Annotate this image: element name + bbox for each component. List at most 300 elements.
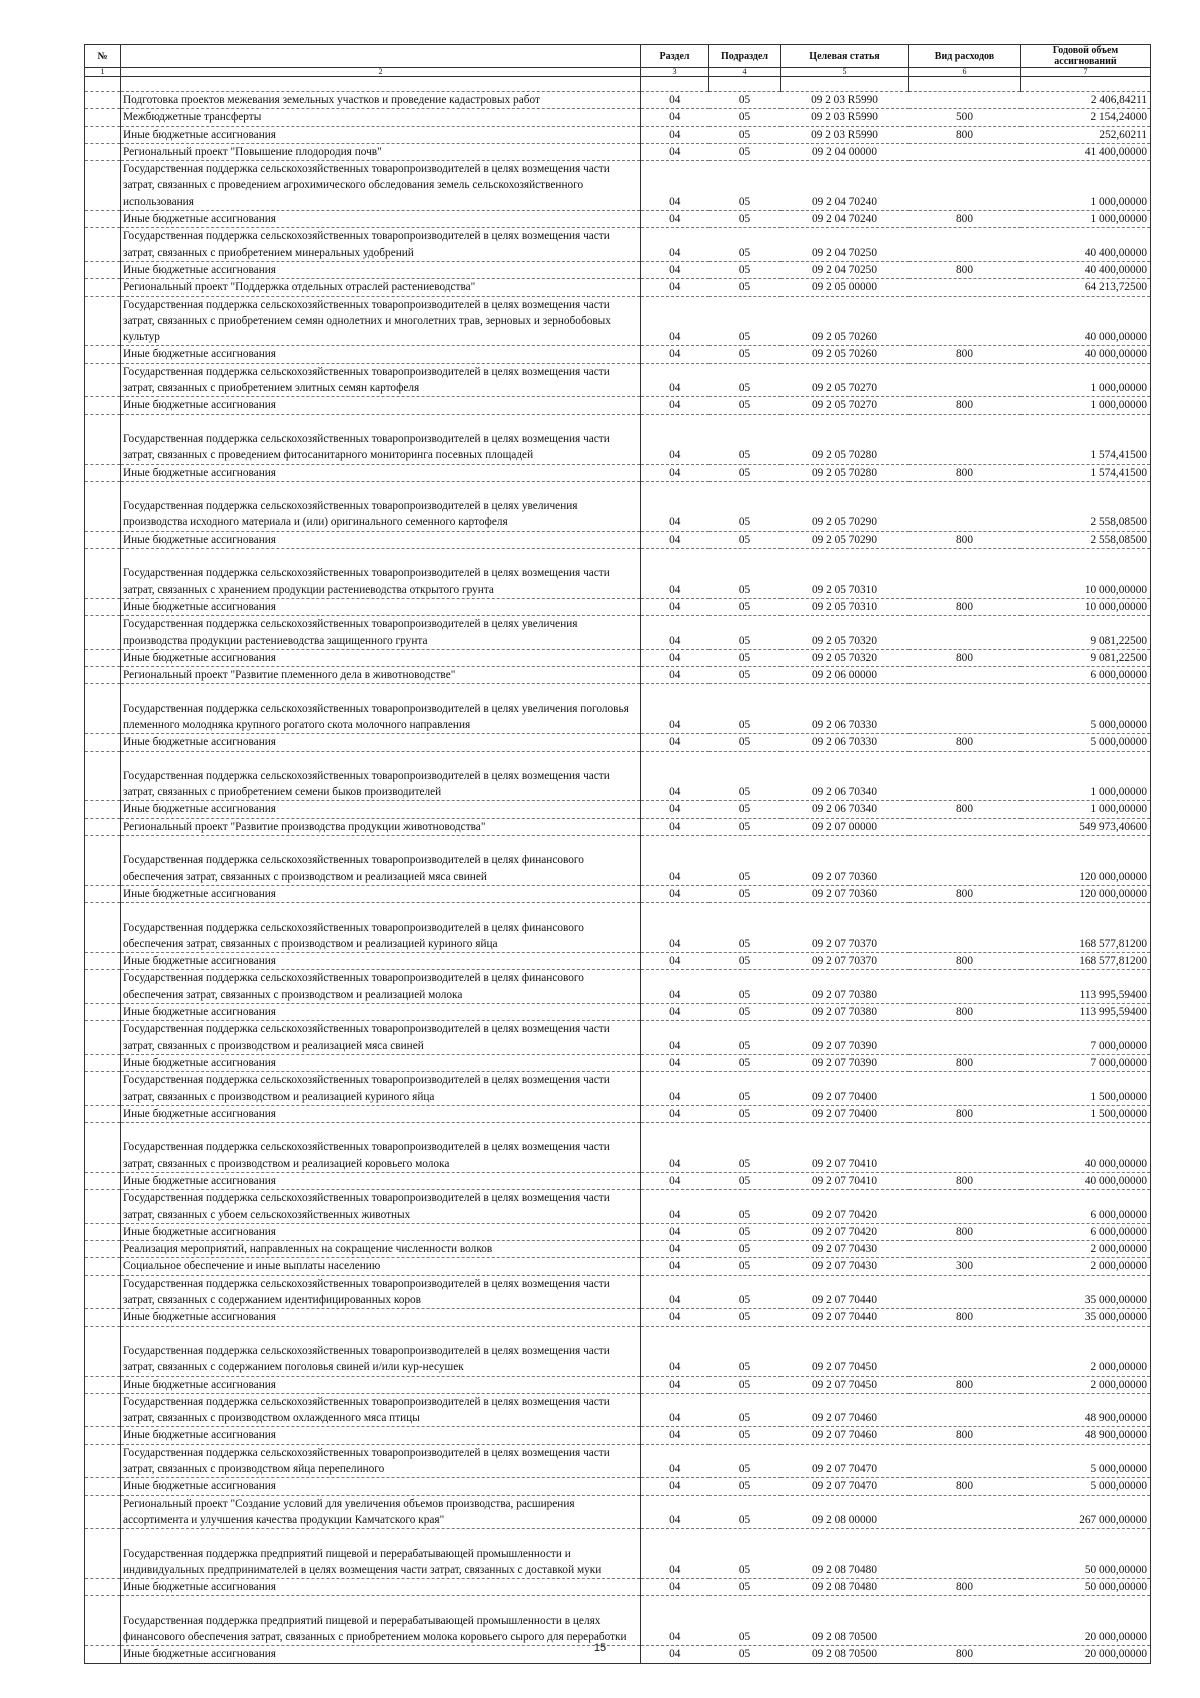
row-number-cell	[85, 126, 121, 143]
row-expense-type	[909, 684, 1021, 734]
row-razdel: 04	[641, 818, 709, 835]
row-description: Государственная поддержка предприятий пищевой и перерабатывающей промышленности в целях финансового обеспечения затрат, связанных с приобретением молока коровьего сырого для переработки	[121, 1596, 641, 1646]
row-expense-type: 300	[909, 1258, 1021, 1275]
table-row	[85, 1021, 1151, 1055]
row-target-article: 09 2 07 70430	[781, 1258, 909, 1275]
row-target-article: 09 2 03 R5990	[781, 126, 909, 143]
row-target-article: 09 2 05 70320	[781, 649, 909, 666]
row-expense-type: 800	[909, 598, 1021, 615]
row-target-article: 09 2 07 00000	[781, 818, 909, 835]
row-expense-type	[909, 228, 1021, 262]
table-row	[85, 1478, 1151, 1495]
row-podrazdel: 05	[709, 970, 781, 1004]
table-row	[85, 903, 1151, 953]
table-row	[85, 1579, 1151, 1596]
row-number-cell	[85, 1258, 121, 1275]
row-description: Иные бюджетные ассигнования	[121, 1173, 641, 1190]
row-description: Государственная поддержка сельскохозяйственных товаропроизводителей в целях возмещения части затрат, связанных с приобретением семени быков производителей	[121, 751, 641, 801]
row-number-cell	[85, 464, 121, 481]
row-description: Иные бюджетные ассигнования	[121, 734, 641, 751]
row-podrazdel: 05	[709, 228, 781, 262]
row-podrazdel: 05	[709, 261, 781, 278]
row-podrazdel: 05	[709, 734, 781, 751]
row-amount: 2 406,84211	[1021, 92, 1151, 109]
row-number-cell	[85, 211, 121, 228]
row-number-cell	[85, 279, 121, 296]
row-expense-type	[909, 1190, 1021, 1224]
row-podrazdel: 05	[709, 598, 781, 615]
row-razdel: 04	[641, 1173, 709, 1190]
row-target-article: 09 2 06 70340	[781, 801, 909, 818]
row-number-cell	[85, 1376, 121, 1393]
column-numbers-row	[85, 68, 1151, 77]
row-razdel: 04	[641, 211, 709, 228]
row-description: Социальное обеспечение и иные выплаты населению	[121, 1258, 641, 1275]
row-razdel: 04	[641, 464, 709, 481]
row-description: Иные бюджетные ассигнования	[121, 211, 641, 228]
row-amount: 267 000,00000	[1021, 1495, 1151, 1529]
row-target-article: 09 2 07 70360	[781, 885, 909, 902]
row-target-article: 09 2 07 70370	[781, 953, 909, 970]
row-number-cell	[85, 649, 121, 666]
row-podrazdel: 05	[709, 1393, 781, 1427]
row-description: Иные бюджетные ассигнования	[121, 1004, 641, 1021]
header-podrazdel: Подраздел	[709, 45, 781, 68]
table-row	[85, 598, 1151, 615]
row-podrazdel: 05	[709, 481, 781, 531]
row-target-article: 09 2 05 70320	[781, 616, 909, 650]
row-number-cell	[85, 1596, 121, 1646]
row-podrazdel: 05	[709, 885, 781, 902]
row-razdel: 04	[641, 126, 709, 143]
row-number-cell	[85, 549, 121, 599]
row-amount: 113 995,59400	[1021, 1004, 1151, 1021]
row-razdel: 04	[641, 109, 709, 126]
row-description: Иные бюджетные ассигнования	[121, 1309, 641, 1326]
row-expense-type	[909, 1529, 1021, 1579]
row-description: Иные бюджетные ассигнования	[121, 801, 641, 818]
row-amount: 1 000,00000	[1021, 751, 1151, 801]
table-row	[85, 109, 1151, 126]
row-number-cell	[85, 751, 121, 801]
row-expense-type: 800	[909, 346, 1021, 363]
row-expense-type	[909, 414, 1021, 464]
header-annual-amount: Годовой объем ассигнований	[1021, 45, 1151, 68]
row-razdel: 04	[641, 1021, 709, 1055]
row-amount: 2 154,24000	[1021, 109, 1151, 126]
table-row	[85, 1054, 1151, 1071]
row-expense-type: 800	[909, 801, 1021, 818]
row-expense-type	[909, 363, 1021, 397]
row-podrazdel: 05	[709, 1444, 781, 1478]
header-razdel: Раздел	[641, 45, 709, 68]
table-row	[85, 836, 1151, 886]
row-target-article: 09 2 07 70400	[781, 1105, 909, 1122]
row-razdel: 04	[641, 1223, 709, 1240]
table-body	[85, 92, 1151, 1664]
row-podrazdel: 05	[709, 836, 781, 886]
row-amount: 40 400,00000	[1021, 228, 1151, 262]
table-row	[85, 1529, 1151, 1579]
row-amount: 7 000,00000	[1021, 1054, 1151, 1071]
table-row	[85, 885, 1151, 902]
row-expense-type: 800	[909, 397, 1021, 414]
row-expense-type: 800	[909, 1223, 1021, 1240]
table-row	[85, 414, 1151, 464]
row-amount: 1 574,41500	[1021, 464, 1151, 481]
row-razdel: 04	[641, 734, 709, 751]
table-row	[85, 970, 1151, 1004]
row-amount: 9 081,22500	[1021, 616, 1151, 650]
row-number-cell	[85, 296, 121, 346]
column-number: 2	[121, 68, 641, 77]
row-description: Государственная поддержка сельскохозяйственных товаропроизводителей в целях возмещения части затрат, связанных с содержанием поголовья свиней и/или кур-несушек	[121, 1326, 641, 1376]
row-expense-type: 800	[909, 953, 1021, 970]
row-podrazdel: 05	[709, 1258, 781, 1275]
row-description: Региональный проект "Развитие племенного дела в животноводстве"	[121, 667, 641, 684]
row-expense-type	[909, 836, 1021, 886]
row-razdel: 04	[641, 1646, 709, 1663]
row-expense-type: 800	[909, 1004, 1021, 1021]
row-target-article: 09 2 07 70390	[781, 1054, 909, 1071]
row-number-cell	[85, 818, 121, 835]
header-expense-type: Вид расходов	[909, 45, 1021, 68]
row-podrazdel: 05	[709, 1427, 781, 1444]
row-target-article: 09 2 07 70470	[781, 1444, 909, 1478]
row-podrazdel: 05	[709, 616, 781, 650]
row-description: Государственная поддержка сельскохозяйственных товаропроизводителей в целях возмещения части затрат, связанных с приобретением семян однолетних и многолетних трав, зерновых и зернобобовых культур	[121, 296, 641, 346]
row-target-article: 09 2 07 70370	[781, 903, 909, 953]
row-target-article: 09 2 07 70460	[781, 1427, 909, 1444]
row-description: Иные бюджетные ассигнования	[121, 1223, 641, 1240]
row-target-article: 09 2 04 70250	[781, 228, 909, 262]
row-amount: 48 900,00000	[1021, 1427, 1151, 1444]
row-razdel: 04	[641, 481, 709, 531]
row-amount: 50 000,00000	[1021, 1579, 1151, 1596]
row-amount: 120 000,00000	[1021, 885, 1151, 902]
row-number-cell	[85, 970, 121, 1004]
table-row	[85, 161, 1151, 211]
row-target-article: 09 2 05 70260	[781, 346, 909, 363]
row-expense-type	[909, 1326, 1021, 1376]
row-description: Иные бюджетные ассигнования	[121, 1646, 641, 1663]
row-number-cell	[85, 1275, 121, 1309]
row-expense-type: 800	[909, 1309, 1021, 1326]
row-razdel: 04	[641, 143, 709, 160]
row-razdel: 04	[641, 1529, 709, 1579]
row-description: Иные бюджетные ассигнования	[121, 1579, 641, 1596]
table-row	[85, 801, 1151, 818]
row-razdel: 04	[641, 1478, 709, 1495]
row-target-article: 09 2 05 70280	[781, 464, 909, 481]
row-podrazdel: 05	[709, 109, 781, 126]
row-description: Региональный проект "Развитие производства продукции животноводства"	[121, 818, 641, 835]
column-number: 7	[1021, 68, 1151, 77]
row-number-cell	[85, 1444, 121, 1478]
row-amount: 2 000,00000	[1021, 1376, 1151, 1393]
table-row	[85, 1376, 1151, 1393]
row-amount: 1 000,00000	[1021, 363, 1151, 397]
row-razdel: 04	[641, 903, 709, 953]
budget-table	[84, 44, 1151, 1664]
row-podrazdel: 05	[709, 1105, 781, 1122]
row-number-cell	[85, 531, 121, 548]
row-expense-type	[909, 1241, 1021, 1258]
row-razdel: 04	[641, 1054, 709, 1071]
row-podrazdel: 05	[709, 1309, 781, 1326]
row-razdel: 04	[641, 684, 709, 734]
table-row	[85, 531, 1151, 548]
column-number: 3	[641, 68, 709, 77]
row-amount: 1 500,00000	[1021, 1105, 1151, 1122]
row-razdel: 04	[641, 261, 709, 278]
row-podrazdel: 05	[709, 1004, 781, 1021]
row-razdel: 04	[641, 92, 709, 109]
row-amount: 1 000,00000	[1021, 397, 1151, 414]
row-target-article: 09 2 08 70480	[781, 1579, 909, 1596]
table-row	[85, 1275, 1151, 1309]
row-razdel: 04	[641, 228, 709, 262]
row-description: Иные бюджетные ассигнования	[121, 598, 641, 615]
row-amount: 6 000,00000	[1021, 667, 1151, 684]
row-number-cell	[85, 836, 121, 886]
row-description: Государственная поддержка сельскохозяйственных товаропроизводителей в целях возмещения части затрат, связанных с проведением агрохимического обследования земель сельскохозяйственного использования	[121, 161, 641, 211]
row-razdel: 04	[641, 836, 709, 886]
row-target-article: 09 2 06 70330	[781, 734, 909, 751]
table-header-row	[85, 45, 1151, 68]
row-podrazdel: 05	[709, 818, 781, 835]
row-expense-type: 800	[909, 1173, 1021, 1190]
row-expense-type	[909, 1021, 1021, 1055]
row-number-cell	[85, 1241, 121, 1258]
row-target-article: 09 2 04 70250	[781, 261, 909, 278]
row-number-cell	[85, 885, 121, 902]
table-row	[85, 1393, 1151, 1427]
row-number-cell	[85, 684, 121, 734]
row-razdel: 04	[641, 1444, 709, 1478]
row-description: Государственная поддержка сельскохозяйственных товаропроизводителей в целях возмещения части затрат, связанных с хранением продукции растениеводства открытого грунта	[121, 549, 641, 599]
row-razdel: 04	[641, 1105, 709, 1122]
row-amount: 20 000,00000	[1021, 1646, 1151, 1663]
row-razdel: 04	[641, 598, 709, 615]
row-razdel: 04	[641, 1376, 709, 1393]
row-target-article: 09 2 07 70410	[781, 1173, 909, 1190]
row-description: Иные бюджетные ассигнования	[121, 885, 641, 902]
row-number-cell	[85, 1190, 121, 1224]
row-number-cell	[85, 397, 121, 414]
row-expense-type	[909, 481, 1021, 531]
row-expense-type: 800	[909, 1054, 1021, 1071]
table-row	[85, 279, 1151, 296]
row-description: Государственная поддержка сельскохозяйственных товаропроизводителей в целях возмещения части затрат, связанных с производством охлажденного мяса птицы	[121, 1393, 641, 1427]
row-description: Государственная поддержка сельскохозяйственных товаропроизводителей в целях увеличения производства исходного материала и (или) оригинального семенного картофеля	[121, 481, 641, 531]
row-amount: 40 000,00000	[1021, 346, 1151, 363]
table-row	[85, 464, 1151, 481]
row-razdel: 04	[641, 1495, 709, 1529]
table-row	[85, 1004, 1151, 1021]
row-razdel: 04	[641, 885, 709, 902]
row-podrazdel: 05	[709, 363, 781, 397]
row-amount: 5 000,00000	[1021, 1444, 1151, 1478]
row-podrazdel: 05	[709, 953, 781, 970]
row-target-article: 09 2 06 70340	[781, 751, 909, 801]
row-razdel: 04	[641, 1190, 709, 1224]
row-number-cell	[85, 161, 121, 211]
row-amount: 40 000,00000	[1021, 1123, 1151, 1173]
table-row	[85, 126, 1151, 143]
row-podrazdel: 05	[709, 126, 781, 143]
header-target-article: Целевая статья	[781, 45, 909, 68]
table-row	[85, 211, 1151, 228]
row-target-article: 09 2 03 R5990	[781, 92, 909, 109]
table-row	[85, 818, 1151, 835]
row-amount: 1 000,00000	[1021, 211, 1151, 228]
row-number-cell	[85, 616, 121, 650]
row-number-cell	[85, 414, 121, 464]
row-description: Государственная поддержка сельскохозяйственных товаропроизводителей в целях возмещения части затрат, связанных с производством и реализацией куриного яйца	[121, 1072, 641, 1106]
row-razdel: 04	[641, 531, 709, 548]
row-description: Государственная поддержка сельскохозяйственных товаропроизводителей в целях возмещения части затрат, связанных с производством яйца перепелиного	[121, 1444, 641, 1478]
column-number: 4	[709, 68, 781, 77]
row-amount: 40 000,00000	[1021, 296, 1151, 346]
table-row	[85, 397, 1151, 414]
row-podrazdel: 05	[709, 751, 781, 801]
row-description: Межбюджетные трансферты	[121, 109, 641, 126]
row-expense-type: 800	[909, 126, 1021, 143]
row-target-article: 09 2 08 70480	[781, 1529, 909, 1579]
table-row	[85, 751, 1151, 801]
row-expense-type: 800	[909, 531, 1021, 548]
row-number-cell	[85, 1326, 121, 1376]
row-amount: 2 000,00000	[1021, 1241, 1151, 1258]
row-razdel: 04	[641, 1596, 709, 1646]
spacer-row	[85, 77, 1151, 92]
row-razdel: 04	[641, 970, 709, 1004]
row-expense-type	[909, 1495, 1021, 1529]
row-razdel: 04	[641, 279, 709, 296]
row-number-cell	[85, 228, 121, 262]
row-number-cell	[85, 1173, 121, 1190]
table-row	[85, 363, 1151, 397]
row-number-cell	[85, 1021, 121, 1055]
table-row	[85, 261, 1151, 278]
row-number-cell	[85, 109, 121, 126]
row-expense-type	[909, 818, 1021, 835]
row-target-article: 09 2 07 70420	[781, 1190, 909, 1224]
row-description: Государственная поддержка предприятий пищевой и перерабатывающей промышленности и индивидуальных предпринимателей в целях возмещения части затрат, связанных с доставкой муки	[121, 1529, 641, 1579]
row-razdel: 04	[641, 161, 709, 211]
row-target-article: 09 2 05 70290	[781, 531, 909, 548]
table-row	[85, 1123, 1151, 1173]
row-expense-type: 800	[909, 464, 1021, 481]
row-podrazdel: 05	[709, 684, 781, 734]
row-description: Государственная поддержка сельскохозяйственных товаропроизводителей в целях возмещения части затрат, связанных с проведением фитосанитарного мониторинга посевных площадей	[121, 414, 641, 464]
row-podrazdel: 05	[709, 1223, 781, 1240]
row-razdel: 04	[641, 1258, 709, 1275]
row-amount: 1 500,00000	[1021, 1072, 1151, 1106]
row-number-cell	[85, 1579, 121, 1596]
row-number-cell	[85, 953, 121, 970]
row-amount: 41 400,00000	[1021, 143, 1151, 160]
row-razdel: 04	[641, 549, 709, 599]
row-description: Региональный проект "Поддержка отдельных отраслей растениеводства"	[121, 279, 641, 296]
table-row	[85, 1258, 1151, 1275]
row-amount: 6 000,00000	[1021, 1190, 1151, 1224]
row-description: Иные бюджетные ассигнования	[121, 953, 641, 970]
table-row	[85, 1495, 1151, 1529]
row-podrazdel: 05	[709, 211, 781, 228]
table-row	[85, 481, 1151, 531]
row-target-article: 09 2 04 70240	[781, 211, 909, 228]
row-razdel: 04	[641, 1309, 709, 1326]
row-description: Иные бюджетные ассигнования	[121, 649, 641, 666]
table-row	[85, 296, 1151, 346]
row-target-article: 09 2 07 70410	[781, 1123, 909, 1173]
row-description: Подготовка проектов межевания земельных участков и проведение кадастровых работ	[121, 92, 641, 109]
table-row	[85, 1072, 1151, 1106]
row-razdel: 04	[641, 953, 709, 970]
row-target-article: 09 2 07 70450	[781, 1326, 909, 1376]
row-number-cell	[85, 481, 121, 531]
row-expense-type: 800	[909, 885, 1021, 902]
row-number-cell	[85, 1427, 121, 1444]
row-description: Иные бюджетные ассигнования	[121, 397, 641, 414]
row-expense-type	[909, 92, 1021, 109]
row-description: Государственная поддержка сельскохозяйственных товаропроизводителей в целях финансового обеспечения затрат, связанных с производством и реализацией мяса свиней	[121, 836, 641, 886]
row-razdel: 04	[641, 1072, 709, 1106]
table-row	[85, 1223, 1151, 1240]
row-number-cell	[85, 598, 121, 615]
row-podrazdel: 05	[709, 1054, 781, 1071]
row-expense-type	[909, 751, 1021, 801]
row-expense-type	[909, 1596, 1021, 1646]
row-podrazdel: 05	[709, 346, 781, 363]
row-target-article: 09 2 05 70270	[781, 363, 909, 397]
row-razdel: 04	[641, 1004, 709, 1021]
row-amount: 35 000,00000	[1021, 1275, 1151, 1309]
row-podrazdel: 05	[709, 279, 781, 296]
row-target-article: 09 2 07 70380	[781, 1004, 909, 1021]
row-amount: 40 400,00000	[1021, 261, 1151, 278]
row-podrazdel: 05	[709, 1376, 781, 1393]
row-amount: 50 000,00000	[1021, 1529, 1151, 1579]
row-description: Реализация мероприятий, направленных на сокращение численности волков	[121, 1241, 641, 1258]
table-row	[85, 1190, 1151, 1224]
row-razdel: 04	[641, 751, 709, 801]
table-row	[85, 667, 1151, 684]
row-amount: 2 558,08500	[1021, 531, 1151, 548]
row-amount: 10 000,00000	[1021, 598, 1151, 615]
row-expense-type	[909, 970, 1021, 1004]
row-expense-type	[909, 143, 1021, 160]
row-target-article: 09 2 07 70440	[781, 1309, 909, 1326]
row-expense-type: 800	[909, 1579, 1021, 1596]
budget-table-sheet	[84, 44, 1150, 1664]
row-amount: 48 900,00000	[1021, 1393, 1151, 1427]
row-podrazdel: 05	[709, 1646, 781, 1663]
table-row	[85, 92, 1151, 109]
row-amount: 7 000,00000	[1021, 1021, 1151, 1055]
row-expense-type: 800	[909, 1427, 1021, 1444]
table-row	[85, 649, 1151, 666]
row-expense-type	[909, 903, 1021, 953]
row-amount: 113 995,59400	[1021, 970, 1151, 1004]
row-number-cell	[85, 667, 121, 684]
table-row	[85, 1596, 1151, 1646]
row-description: Иные бюджетные ассигнования	[121, 1427, 641, 1444]
table-row	[85, 143, 1151, 160]
row-podrazdel: 05	[709, 1021, 781, 1055]
